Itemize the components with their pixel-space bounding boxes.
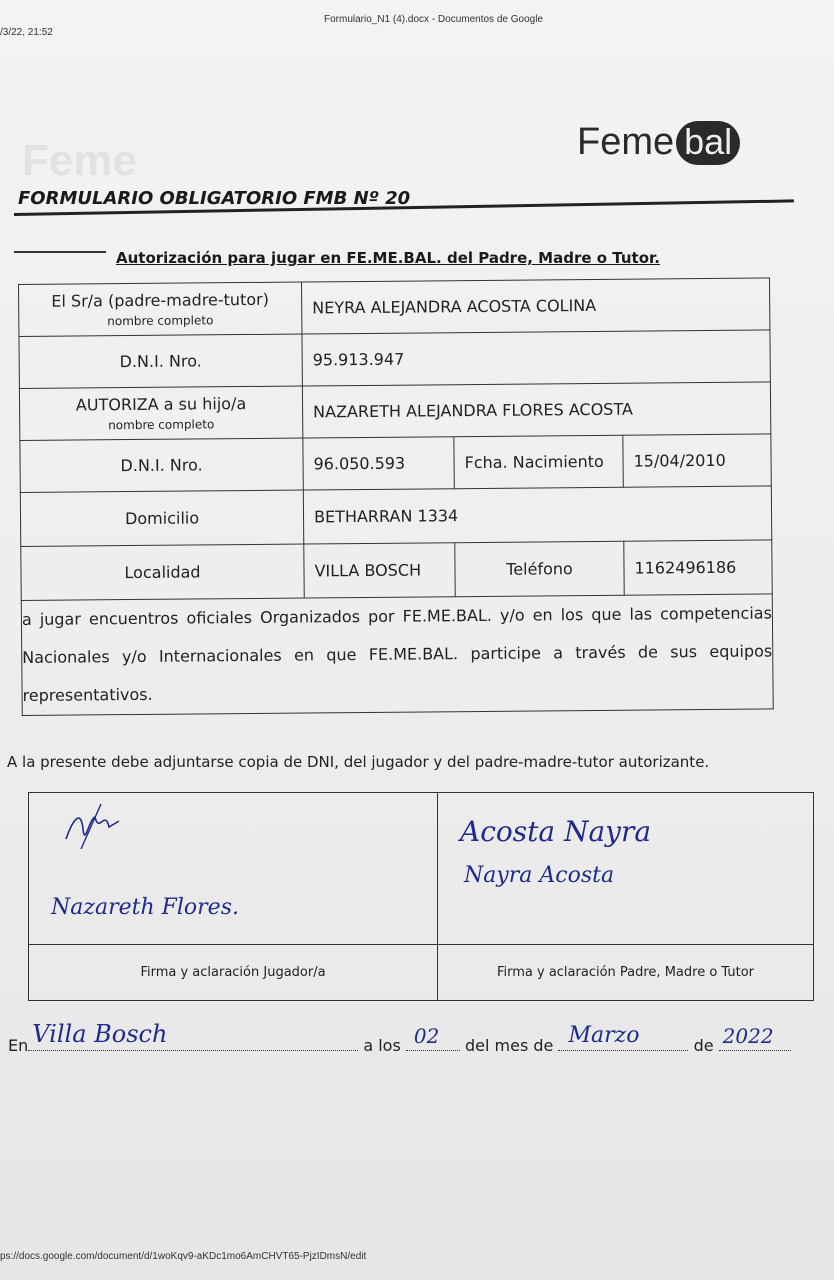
print-datetime: /3/22, 21:52 (0, 27, 53, 38)
femebal-logo (577, 121, 740, 165)
form-subtitle: Autorización para jugar en FE.ME.BAL. del Padre, Madre o Tutor. (116, 249, 660, 267)
player-signature-box (29, 793, 438, 945)
short-rule (14, 251, 106, 253)
parent-name-handwritten: Nayra Acosta (464, 863, 615, 888)
birth-date: 15/04/2010 (623, 434, 771, 487)
form-title: FORMULARIO OBLIGATORIO FMB Nº 20 (18, 188, 411, 209)
days-prefix: a los (363, 1036, 401, 1055)
date-prefix: En (8, 1036, 29, 1055)
footer-url: ps://docs.google.com/document/d/1woKqv9-aKDc1mo6AmCHVT65-PjzIDmsN/edit (0, 1251, 367, 1262)
child-dni: 96.050.593 (303, 437, 454, 490)
bleed-through-logo: Feme (22, 136, 137, 185)
month-field (558, 1023, 688, 1051)
parent-signature-handwritten: Acosta Nayra (460, 815, 652, 848)
birth-label: Fcha. Nacimiento (454, 435, 623, 488)
child-label: AUTORIZA a su hijo/a (75, 394, 247, 415)
locality: VILLA BOSCH (304, 543, 455, 598)
child-dni-row (20, 434, 771, 493)
address: BETHARRAN 1334 (303, 486, 771, 544)
child-name: NAZARETH ALEJANDRA FLORES ACOSTA (302, 382, 770, 438)
child-label-cell (19, 386, 302, 440)
child-sublabel: nombre completo (108, 417, 215, 433)
day-handwritten: 02 (413, 1024, 440, 1048)
attachment-note: A la presente debe adjuntarse copia de DNI, del jugador y del padre-madre-tutor autorizante. (7, 753, 710, 771)
locality-row (21, 540, 772, 601)
caption-row (29, 945, 814, 1001)
parent-label: El Sr/a (padre-madre-tutor) (51, 289, 269, 311)
parent-sublabel: nombre completo (107, 313, 214, 329)
parent-dni-label: D.N.I. Nro. (19, 334, 302, 388)
signature-table (28, 792, 814, 1001)
parent-row (19, 278, 770, 337)
place-field (28, 1020, 358, 1051)
player-signature-scribble (61, 799, 131, 859)
child-row (19, 382, 770, 441)
parent-signature-box (438, 793, 814, 945)
locality-label: Localidad (21, 544, 304, 600)
month-handwritten: Marzo (568, 1023, 640, 1048)
logo-pill: bal (676, 121, 740, 165)
authorization-table (18, 277, 774, 716)
address-label: Domicilio (20, 490, 303, 546)
logo-text: Feme (577, 121, 675, 163)
parent-dni: 95.913.947 (302, 330, 770, 386)
print-doc-title: Formulario_N1 (4).docx - Documentos de Google (324, 14, 543, 25)
phone-label: Teléfono (455, 541, 624, 596)
address-row (20, 486, 771, 547)
authorization-paragraph: a jugar encuentros oficiales Organizados por FE.ME.BAL. y/o en los que las competencias Nacionales y/o Internacionales en que FE.ME.BAL. participe a través de sus equipos representativos. (21, 594, 773, 716)
phone: 1162496186 (624, 540, 772, 595)
parent-dni-row (19, 330, 770, 389)
year-prefix: de (693, 1036, 714, 1055)
place-handwritten: Villa Bosch (32, 1020, 168, 1048)
player-caption: Firma y aclaración Jugador/a (29, 945, 438, 1001)
year-field (719, 1024, 791, 1051)
parent-label-cell (19, 282, 302, 336)
day-field (406, 1024, 460, 1051)
paragraph-row (21, 594, 773, 716)
signature-row (29, 793, 814, 945)
date-line (8, 1020, 824, 1055)
parent-caption: Firma y aclaración Padre, Madre o Tutor (438, 945, 814, 1001)
child-dni-label: D.N.I. Nro. (20, 438, 303, 492)
year-handwritten: 2022 (722, 1024, 774, 1048)
player-name-handwritten: Nazareth Flores. (51, 895, 239, 920)
month-prefix: del mes de (465, 1036, 554, 1055)
parent-name: NEYRA ALEJANDRA ACOSTA COLINA (301, 278, 769, 334)
